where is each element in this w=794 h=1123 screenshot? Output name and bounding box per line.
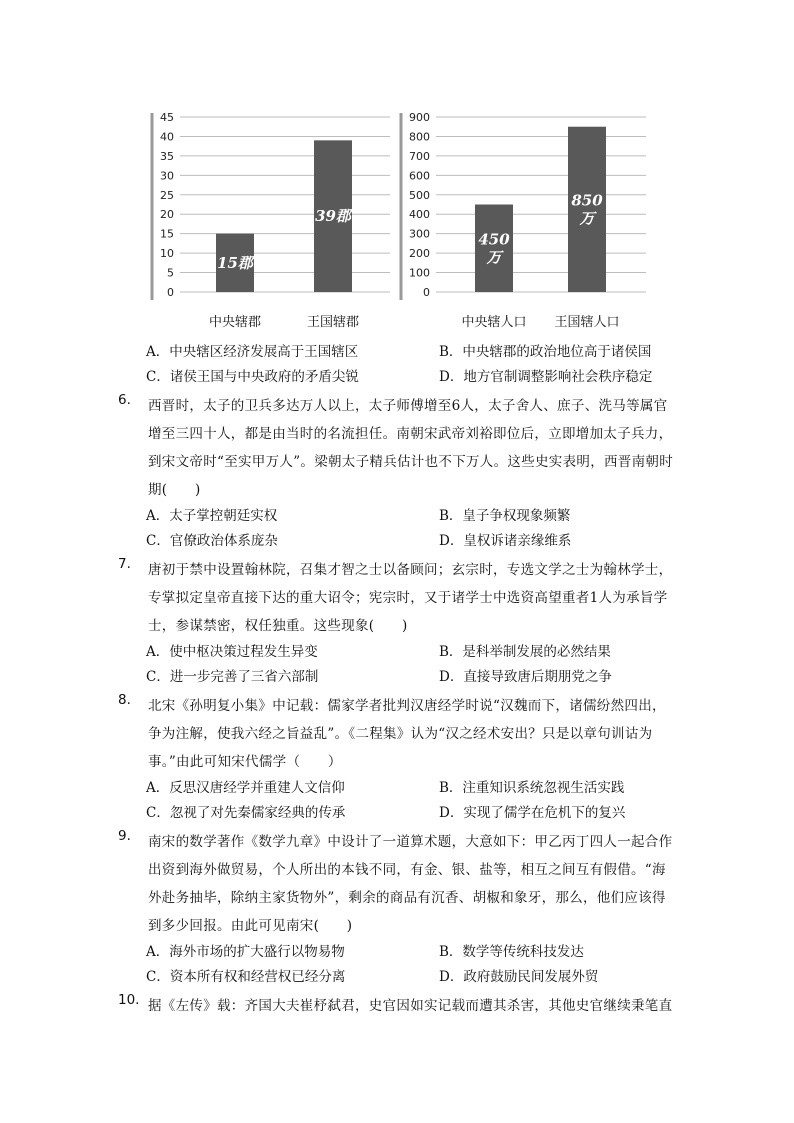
q9-option-a[interactable]: A．海外市场的扩大盛行以物易物 xyxy=(146,944,345,960)
x-category-label: 王国辖人口 xyxy=(554,315,620,330)
question-10 xyxy=(118,992,678,1020)
bar-data-label: 15郡 xyxy=(217,253,253,272)
q6-option-a[interactable]: A．太子掌控朝廷实权 xyxy=(146,508,278,524)
q6-option-b[interactable]: B．皇子争权现象频繁 xyxy=(439,508,571,524)
question-number: 10. xyxy=(118,992,140,1008)
y-tick-label: 200 xyxy=(409,247,430,261)
bar-data-label: 39郡 xyxy=(315,207,351,226)
y-tick-label: 800 xyxy=(409,130,430,144)
question-stem: 据《左传》载：齐国大夫崔杼弑君，史官因如实记载而遭其杀害，其他史官继续秉笔直 xyxy=(148,998,673,1014)
q7-option-c[interactable]: C．进一步完善了三省六部制 xyxy=(146,669,319,685)
q8-option-c[interactable]: C．忽视了对先秦儒家经典的传承 xyxy=(146,805,346,821)
y-tick-label: 600 xyxy=(409,169,430,183)
y-tick-label: 45 xyxy=(160,111,174,124)
y-tick-label: 40 xyxy=(160,130,174,144)
question-stem: 西晋时，太子的卫兵多达万人以上，太子师傅增至6人，太子舍人、庶子、洗马等属官增至三四十人，都是由当时的名流担任。南朝宋武帝刘裕即位后，立即增加太子兵力，到宋文帝时“至实甲万人”。梁朝太子精兵估计也不下万人。这些史实表明，西晋南朝时期( ) xyxy=(148,398,674,498)
bar-data-label: 万 xyxy=(579,209,595,228)
y-tick-label: 0 xyxy=(423,286,430,299)
q7-options xyxy=(118,640,678,690)
q7-option-b[interactable]: B．是科举制发展的必然结果 xyxy=(439,644,611,660)
bar-data-label: 450 xyxy=(478,230,510,249)
bar-data-label: 万 xyxy=(486,248,502,267)
y-tick-label: 30 xyxy=(160,169,174,183)
question-content xyxy=(118,340,678,1020)
q9-option-d[interactable]: D．政府鼓励民间发展外贸 xyxy=(439,969,599,985)
question-8 xyxy=(118,692,678,776)
y-tick-label: 0 xyxy=(167,286,174,299)
question-6 xyxy=(118,392,678,504)
y-tick-label: 100 xyxy=(409,266,430,280)
question-stem: 北宋《孙明复小集》中记载：儒家学者批判汉唐经学时说“汉魏而下，诸儒纷然四出，争为注解，使我六经之旨益乱”。《二程集》认为“汉之经术安出？只是以章句训诂为事。”由此可知宋代儒学（ ） xyxy=(148,698,666,770)
y-tick-label: 20 xyxy=(160,208,174,222)
q6-option-d[interactable]: D．皇权诉诸亲缘维系 xyxy=(439,533,572,549)
q8-option-d[interactable]: D．实现了儒学在危机下的复兴 xyxy=(439,805,626,821)
q6-option-c[interactable]: C．官僚政治体系庞杂 xyxy=(146,533,278,549)
q8-option-b[interactable]: B．注重知识系统忽视生活实践 xyxy=(439,780,625,796)
q8-options xyxy=(118,776,678,826)
y-tick-label: 300 xyxy=(409,227,430,241)
question-number: 7. xyxy=(118,556,131,572)
y-tick-label: 700 xyxy=(409,149,430,163)
q9-option-b[interactable]: B．数学等传统科技发达 xyxy=(439,944,584,960)
q6-options xyxy=(118,504,678,554)
question-stem: 唐初于禁中设置翰林院，召集才智之士以备顾问；玄宗时，专选文学之士为翰林学士，专掌拟定皇帝直接下达的重大诏令；宪宗时，又于诸学士中选资高望重者1人为承旨学士，参谋禁密，权任独重。这些现象( ) xyxy=(148,562,673,634)
q7-option-a[interactable]: A．使中枢决策过程发生异变 xyxy=(146,644,318,660)
chart-population xyxy=(398,103,648,333)
question-9 xyxy=(118,828,678,940)
q7-option-d[interactable]: D．直接导致唐后期朋党之争 xyxy=(439,669,612,685)
charts-area xyxy=(148,103,648,333)
q5-option-a[interactable]: A．中央辖区经济发展高于王国辖区 xyxy=(146,344,359,360)
question-number: 8. xyxy=(118,692,131,708)
y-tick-label: 900 xyxy=(409,111,430,124)
x-category-label: 中央辖郡 xyxy=(208,315,262,330)
question-number: 6. xyxy=(118,392,131,408)
y-tick-label: 500 xyxy=(409,188,430,202)
x-category-label: 王国辖郡 xyxy=(306,315,360,330)
y-tick-label: 10 xyxy=(160,247,174,261)
q9-options xyxy=(118,940,678,990)
x-category-label: 中央辖人口 xyxy=(461,315,527,330)
q9-option-c[interactable]: C．资本所有权和经营权已经分离 xyxy=(146,969,346,985)
q5-option-c[interactable]: C．诸侯王国与中央政府的矛盾尖锐 xyxy=(146,369,359,385)
question-number: 9. xyxy=(118,828,131,844)
q5-option-d[interactable]: D．地方官制调整影响社会秩序稳定 xyxy=(439,369,653,385)
y-tick-label: 400 xyxy=(409,208,430,222)
bar-data-label: 850 xyxy=(571,191,603,210)
q5-option-b[interactable]: B．中央辖郡的政治地位高于诸侯国 xyxy=(439,344,652,360)
y-tick-label: 35 xyxy=(160,149,174,163)
question-stem: 南宋的数学著作《数学九章》中设计了一道算术题，大意如下：甲乙丙丁四人一起合作出资到海外做贸易，个人所出的本钱不同，有金、银、盐等，相互之间互有假借。“海外赴务抽毕，除纳主家货物外”，剩余的商品有沉香、胡椒和象牙，那么，他们应该得到多少回报。由此可见南宋( ) xyxy=(148,834,673,934)
q5-options xyxy=(118,340,678,390)
y-tick-label: 15 xyxy=(160,227,174,241)
y-tick-label: 5 xyxy=(167,266,174,280)
q8-option-a[interactable]: A．反思汉唐经学并重建人文信仰 xyxy=(146,780,345,796)
y-tick-label: 25 xyxy=(160,188,174,202)
question-7 xyxy=(118,556,678,640)
chart-commanderies xyxy=(148,103,393,333)
